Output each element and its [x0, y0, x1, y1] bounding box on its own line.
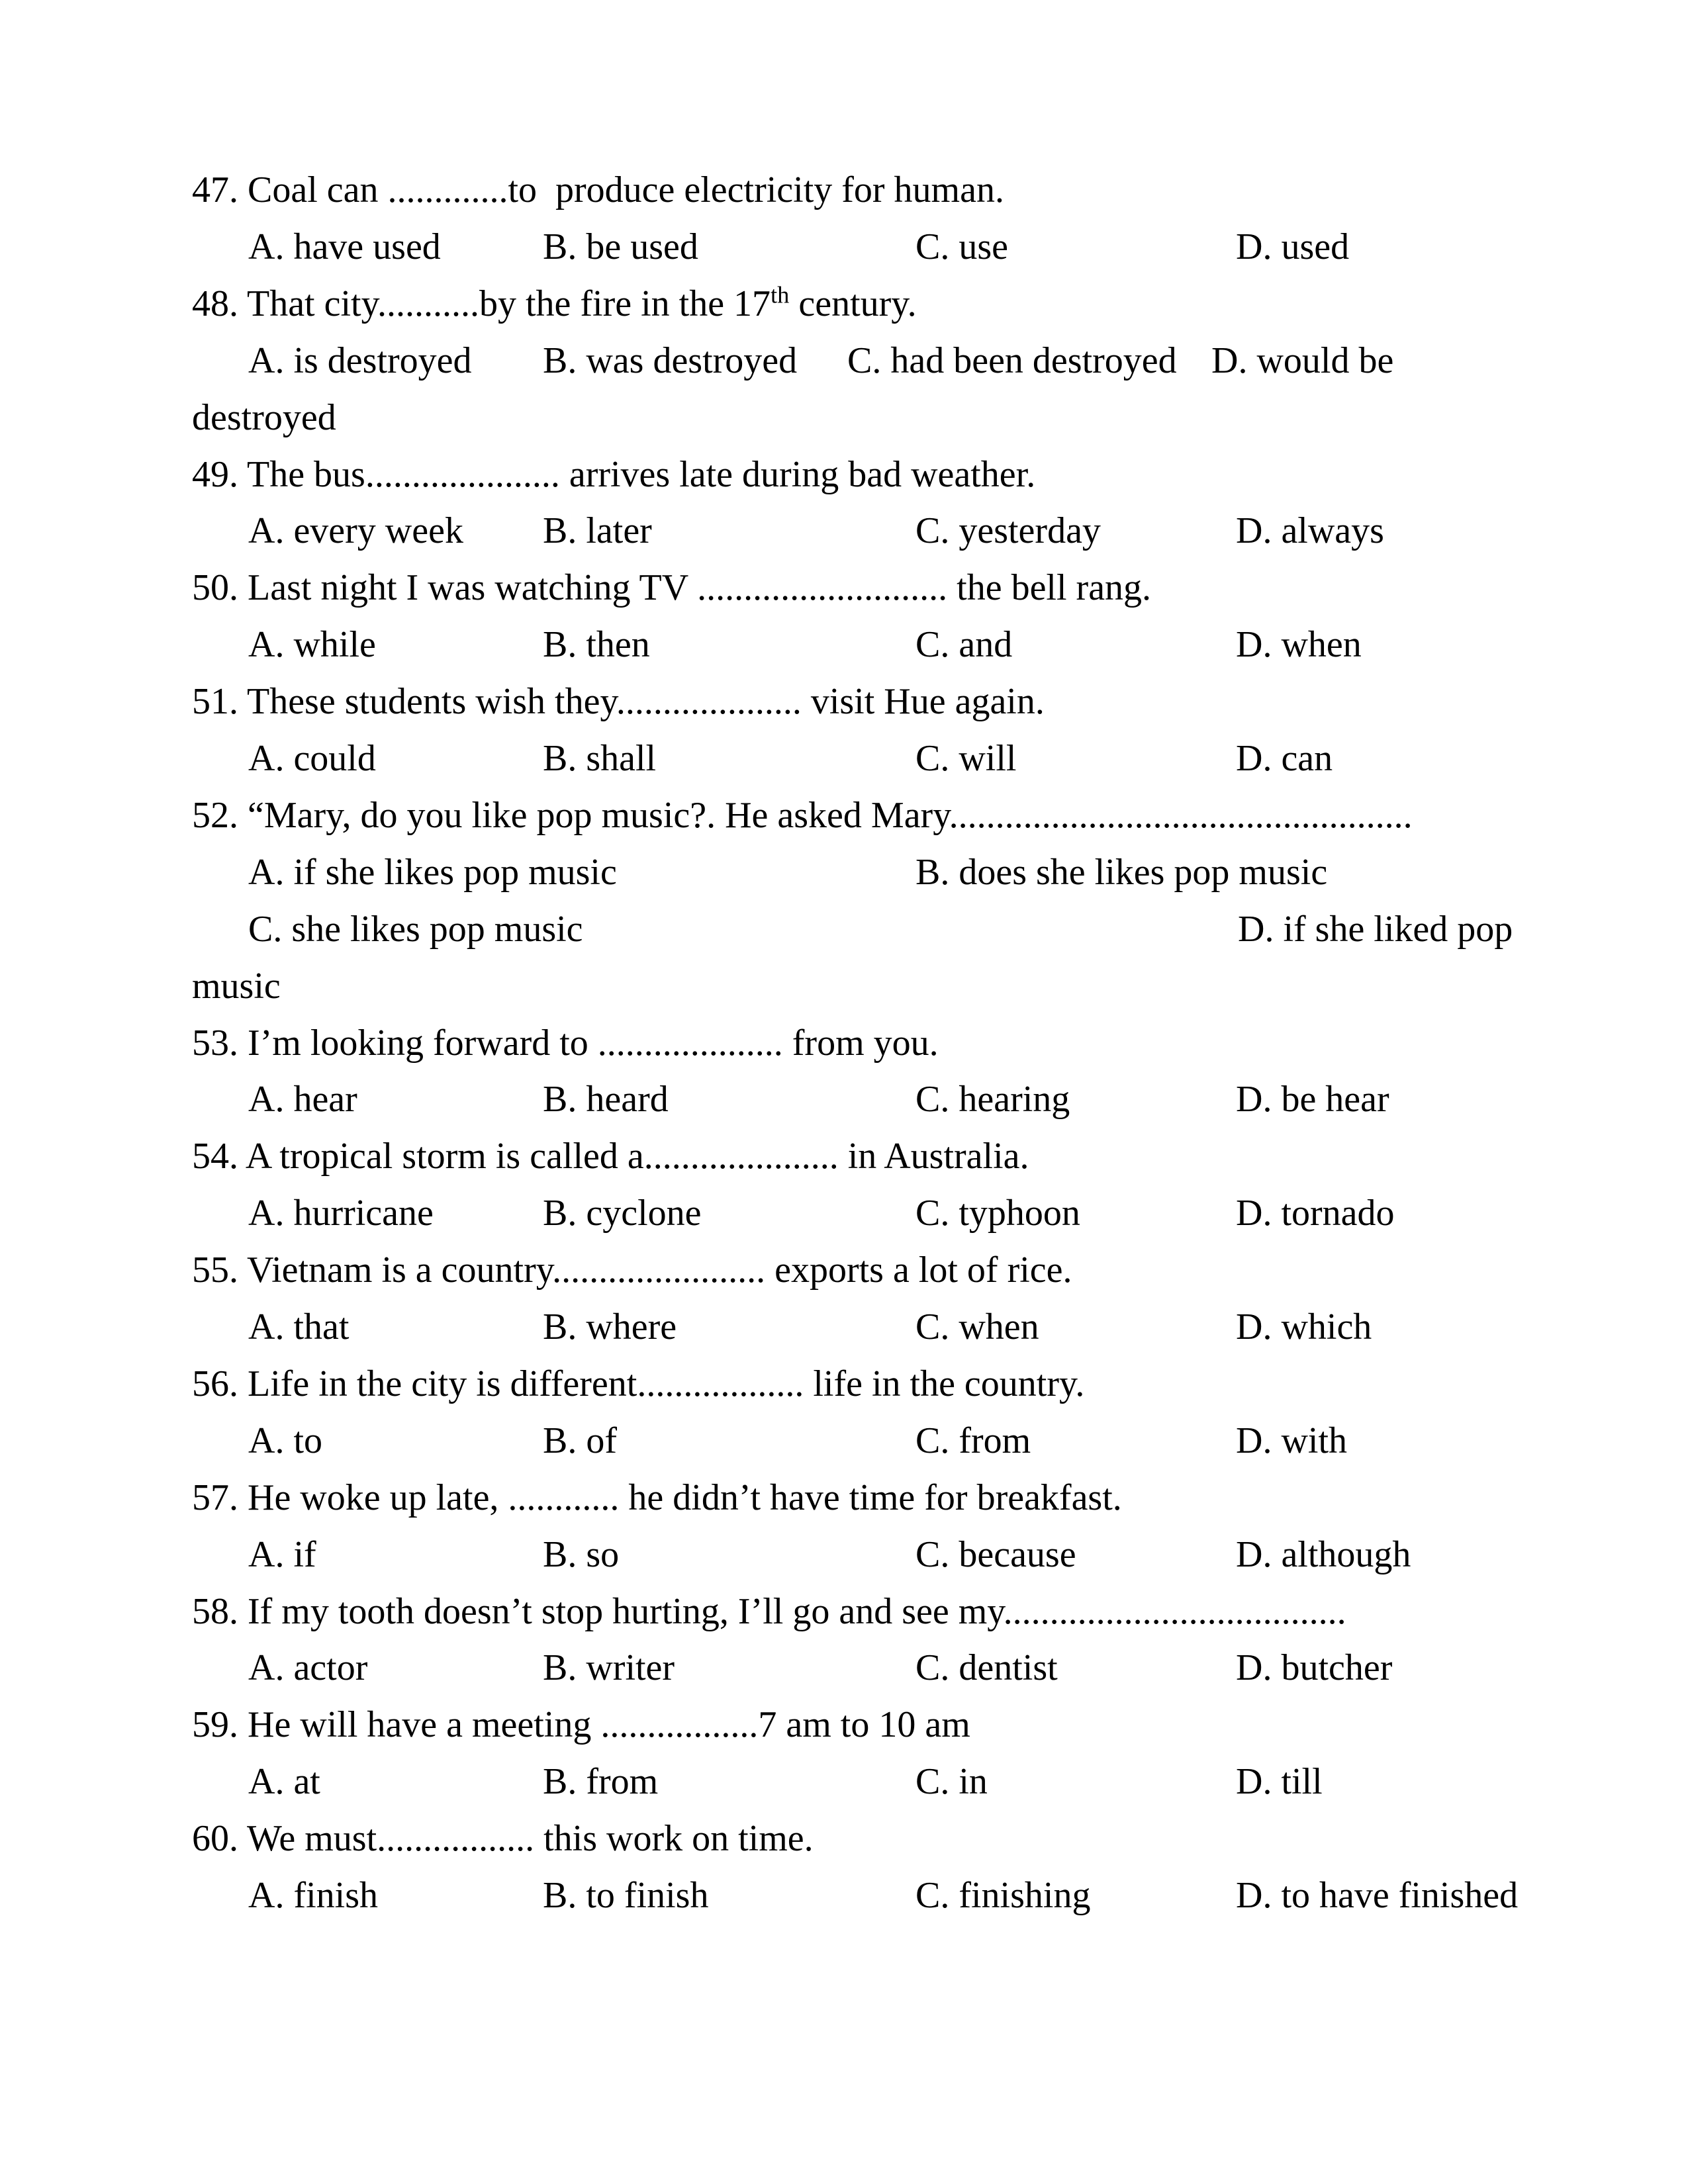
- question-49-options-D: D. always: [1236, 510, 1384, 552]
- question-56-text-0: 56. Life in the city is different.................. life in the country.: [192, 1363, 1085, 1404]
- question-50-options-D: D. when: [1236, 624, 1362, 666]
- question-57-text-0: 57. He woke up late, ............ he didn’t have time for breakfast.: [192, 1477, 1122, 1518]
- question-52-text-0: 52. “Mary, do you like pop music?. He asked Mary..................................................: [192, 794, 1413, 836]
- question-54-options-D: D. tornado: [1236, 1193, 1395, 1234]
- question-49-text-0: 49. The bus..................... arrives late during bad weather.: [192, 453, 1036, 495]
- question-50-options-A: A. while: [248, 624, 376, 666]
- question-50-options-C: C. and: [915, 624, 1013, 666]
- question-51-options-B: B. shall: [543, 738, 657, 779]
- question-59-options-B: B. from: [543, 1761, 659, 1803]
- question-57-options-D: D. although: [1236, 1533, 1411, 1575]
- question-59-options-C: C. in: [915, 1761, 988, 1803]
- question-52-continuation-text-0: music: [192, 965, 281, 1007]
- question-52: [192, 794, 1413, 836]
- question-54-text-0: 54. A tropical storm is called a..................... in Australia.: [192, 1136, 1029, 1177]
- question-60-text-0: 60. We must................. this work on time.: [192, 1818, 814, 1860]
- question-51-options-C: C. will: [915, 738, 1017, 779]
- question-47-options-B: B. be used: [543, 226, 698, 267]
- question-49: [192, 453, 1036, 495]
- question-56: [192, 1365, 1084, 1402]
- question-56-options-D: D. with: [1236, 1420, 1347, 1461]
- question-48-text-0: 48. That city...........by the fire in the 17: [192, 283, 771, 324]
- question-50-options-B: B. then: [543, 624, 650, 666]
- question-48-options-B: B. was destroyed: [543, 340, 798, 381]
- question-55-options-A: A. that: [248, 1306, 350, 1347]
- question-58: [192, 1590, 1346, 1632]
- question-56-options-C: C. from: [915, 1420, 1031, 1461]
- question-56-options-A: A. to: [248, 1420, 322, 1461]
- question-52-options-cd-B: D. if she liked pop: [1238, 908, 1513, 950]
- question-60-options-C: C. finishing: [915, 1875, 1091, 1916]
- question-53-text-0: 53. I’m looking forward to .................... from you.: [192, 1022, 939, 1064]
- question-53-options-D: D. be hear: [1236, 1079, 1389, 1120]
- question-49-options-B: B. later: [543, 510, 652, 552]
- question-57-options-A: A. if: [248, 1533, 316, 1575]
- question-52-options-cd-A: C. she likes pop music: [248, 908, 583, 950]
- question-55-text-0: 55. Vietnam is a country....................... exports a lot of rice.: [192, 1250, 1072, 1291]
- question-57-options-C: C. because: [915, 1533, 1076, 1575]
- question-54-options-C: C. typhoon: [915, 1193, 1080, 1234]
- question-58-options-D: D. butcher: [1236, 1647, 1393, 1689]
- question-54: [192, 1138, 1029, 1175]
- question-59: [192, 1704, 970, 1746]
- question-47-options-A: A. have used: [248, 226, 441, 267]
- question-55: [192, 1251, 1072, 1289]
- question-51-options-D: D. can: [1236, 738, 1333, 779]
- question-51-options-A: A. could: [248, 738, 376, 779]
- question-51: [192, 681, 1045, 723]
- question-54-options-A: A. hurricane: [248, 1193, 434, 1234]
- question-60-options-B: B. to finish: [543, 1875, 709, 1916]
- question-47-text-0: 47. Coal can .............to produce electricity for human.: [192, 169, 1004, 210]
- question-48-text-2: century.: [789, 283, 917, 324]
- question-57: [192, 1479, 1122, 1516]
- question-48-continuation: [192, 396, 336, 438]
- question-58-text-0: 58. If my tooth doesn’t stop hurting, I’ll go and see my.....................................: [192, 1590, 1346, 1632]
- question-55-options-B: B. where: [543, 1306, 677, 1347]
- question-53-options-B: B. heard: [543, 1079, 669, 1120]
- question-60-options-A: A. finish: [248, 1875, 378, 1916]
- question-54-options-B: B. cyclone: [543, 1193, 702, 1234]
- question-59-options-A: A. at: [248, 1761, 320, 1803]
- question-53-options-C: C. hearing: [915, 1079, 1070, 1120]
- question-48-options-D: D. would be: [1211, 340, 1394, 381]
- question-47-options-D: D. used: [1236, 226, 1350, 267]
- question-50-text-0: 50. Last night I was watching TV ........................... the bell rang.: [192, 567, 1152, 609]
- question-50: [192, 567, 1152, 609]
- question-60: [192, 1818, 814, 1860]
- question-57-options-B: B. so: [543, 1533, 620, 1575]
- question-47: [192, 171, 1004, 208]
- question-48: [192, 281, 917, 324]
- question-52-continuation: [192, 965, 281, 1007]
- question-49-options-A: A. every week: [248, 510, 463, 552]
- question-58-options-A: A. actor: [248, 1647, 368, 1689]
- question-58-options-B: B. writer: [543, 1647, 675, 1689]
- question-53-options-A: A. hear: [248, 1079, 357, 1120]
- question-58-options-C: C. dentist: [915, 1647, 1058, 1689]
- question-56-options-B: B. of: [543, 1420, 617, 1461]
- question-53: [192, 1024, 939, 1062]
- question-49-options-C: C. yesterday: [915, 510, 1101, 552]
- question-48-continuation-text-0: destroyed: [192, 396, 336, 438]
- question-60-options-D: D. to have finished: [1236, 1875, 1519, 1916]
- question-51-text-0: 51. These students wish they.................... visit Hue again.: [192, 681, 1045, 723]
- question-48-text-1: th: [771, 281, 790, 308]
- question-47-options-C: C. use: [915, 226, 1008, 267]
- question-48-options-A: A. is destroyed: [248, 340, 472, 381]
- question-59-options-D: D. till: [1236, 1761, 1323, 1803]
- question-55-options-C: C. when: [915, 1306, 1039, 1347]
- question-59-text-0: 59. He will have a meeting .................7 am to 10 am: [192, 1704, 970, 1746]
- question-52-options-ab-A: A. if she likes pop music: [248, 851, 617, 893]
- question-55-options-D: D. which: [1236, 1306, 1372, 1347]
- question-48-options-C: C. had been destroyed: [847, 340, 1177, 381]
- question-52-options-ab-B: B. does she likes pop music: [915, 851, 1328, 893]
